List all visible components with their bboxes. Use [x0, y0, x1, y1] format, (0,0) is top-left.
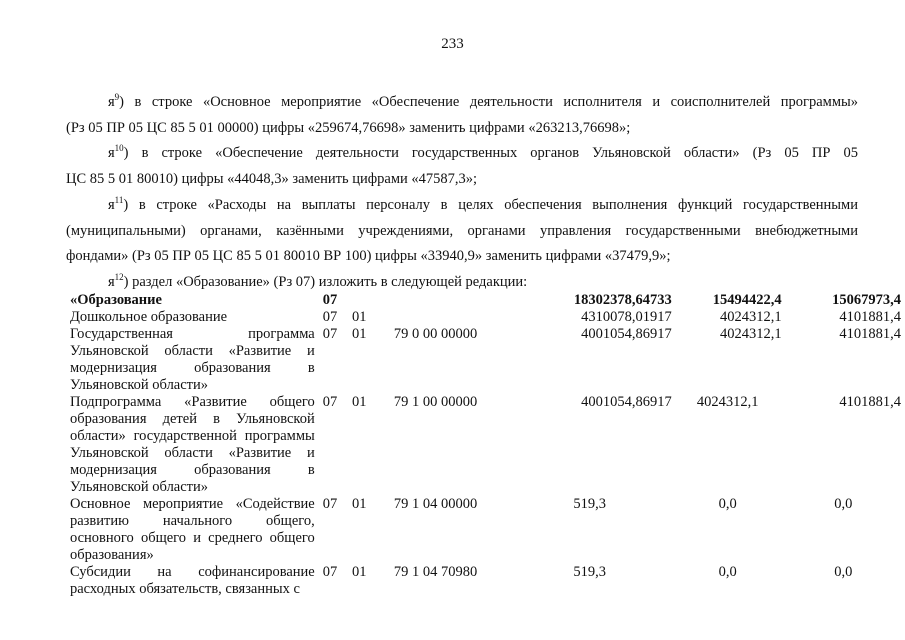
amount-year-3: 0,0 — [834, 496, 853, 512]
paragraph-text: ) в строке «Расходы на выплаты персоналу в целях обеспечения выполнения функций государственными — [123, 197, 858, 213]
item-marker: я — [108, 274, 115, 290]
amount-year-1: 519,3 — [573, 496, 606, 512]
amendment-paragraph-11 — [66, 193, 858, 270]
amount-year-3: 0,0 — [834, 564, 853, 580]
amount-year-2: 15494422,4 — [712, 292, 782, 308]
row-name: Субсидии на софинансирование расходных обязательств, связанных с — [70, 564, 315, 597]
paragraph-text: (Рз 05 ПР 05 ЦС 85 5 01 00000) цифры «259674,76698» заменить цифрами «263213,76698»; — [66, 119, 631, 136]
amount-year-1: 4001054,86917 — [581, 394, 672, 410]
amount-year-2: 0,0 — [718, 496, 737, 512]
paragraph-text: (муниципальными) органами, казёнными учреждениями, органами управления государственными внебюджетными — [66, 222, 858, 239]
target-article-code: 79 1 04 70980 — [393, 564, 478, 580]
item-marker-superscript: 11 — [114, 195, 124, 205]
table-row — [70, 309, 905, 326]
row-name: Дошкольное образование — [70, 309, 228, 325]
subsection-code: 01 — [352, 309, 367, 325]
amount-year-3: 15067973,4 — [832, 292, 901, 308]
table-row — [70, 326, 905, 394]
amount-year-1: 519,3 — [573, 564, 606, 580]
table-row — [70, 292, 905, 309]
amount-year-2: 4024312,1 — [719, 326, 782, 342]
item-marker-superscript: 9 — [114, 92, 120, 102]
row-name: Государственная программа Ульяновской области «Развитие и модернизация образования в Ульяновской области» — [70, 326, 315, 393]
item-marker-superscript: 10 — [114, 143, 124, 153]
subsection-code — [350, 292, 386, 309]
budget-table — [70, 292, 905, 598]
amendment-paragraph-10 — [66, 141, 858, 192]
table-row — [70, 564, 905, 598]
paragraph-text: ЦС 85 5 01 80010) цифры «44048,3» заменить цифрами «47587,3»; — [66, 170, 478, 187]
section-code: 07 — [322, 309, 338, 325]
target-article-code: 79 1 00 00000 — [393, 394, 478, 410]
amount-year-3: 4101881,4 — [839, 326, 901, 342]
paragraph-text: ) раздел «Образование» (Рз 07) изложить в следующей редакции: — [123, 274, 528, 290]
section-code: 07 — [322, 496, 338, 512]
row-name: Подпрограмма «Развитие общего образования детей в Ульяновской области» государственной программы Ульяновской области «Развитие и модернизация образования в Ульяновской области» — [70, 394, 315, 495]
paragraph-text: ) в строке «Обеспечение деятельности государственных органов Ульяновской области» (Рз 05 ПР 05 — [123, 145, 858, 161]
subsection-code: 01 — [352, 496, 367, 512]
target-article-code — [386, 309, 508, 326]
amount-year-2: 0,0 — [718, 564, 737, 580]
paragraph-text: фондами» (Рз 05 ПР 05 ЦС 85 5 01 80010 ВР 100) цифры «33940,9» заменить цифрами «37479,9»; — [66, 248, 671, 264]
amount-year-2: 4024312,1 — [696, 394, 759, 410]
subsection-code: 01 — [352, 394, 367, 410]
amount-year-3: 4101881,4 — [839, 309, 901, 325]
item-marker: я — [108, 94, 115, 110]
page-number: 233 — [441, 36, 464, 52]
row-name: Основное мероприятие «Содействие развитию начального общего, основного общего и среднего общего образования» — [70, 496, 315, 563]
target-article-code — [386, 292, 508, 309]
section-code: 07 — [322, 326, 338, 342]
table-row — [70, 496, 905, 564]
item-marker-superscript: 12 — [114, 272, 124, 282]
target-article-code: 79 0 00 00000 — [393, 326, 478, 342]
table-row — [70, 394, 905, 496]
amount-year-2: 4024312,1 — [719, 309, 782, 325]
amount-year-1: 18302378,64733 — [573, 292, 672, 308]
paragraph-text: ) в строке «Основное мероприятие «Обеспечение деятельности исполнителя и соисполнителей программы» — [119, 94, 858, 110]
item-marker: я — [108, 197, 115, 213]
section-code: 07 — [322, 292, 338, 308]
subsection-code: 01 — [352, 326, 367, 342]
target-article-code: 79 1 04 00000 — [393, 496, 478, 512]
row-name: «Образование — [70, 292, 162, 308]
section-code: 07 — [322, 394, 338, 410]
amount-year-1: 4310078,01917 — [581, 309, 672, 325]
section-code: 07 — [322, 564, 338, 580]
subsection-code: 01 — [352, 564, 367, 580]
amount-year-1: 4001054,86917 — [581, 326, 672, 342]
item-marker: я — [108, 145, 115, 161]
amendment-paragraph-9 — [66, 90, 858, 141]
amount-year-3: 4101881,4 — [839, 394, 901, 410]
